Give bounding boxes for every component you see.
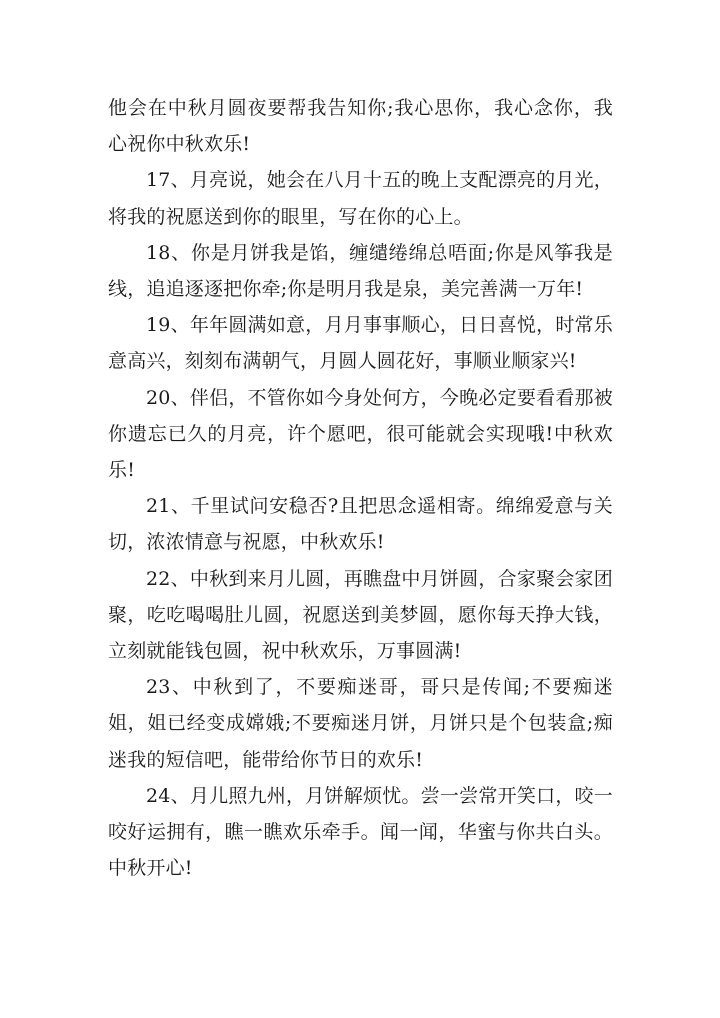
paragraph-21: 21、千里试问安稳否?且把思念遥相寄。绵绵爱意与关切，浓浓情意与祝愿，中秋欢乐! xyxy=(108,495,613,554)
paragraph-22: 22、中秋到来月儿圆，再瞧盘中月饼圆，合家聚会家团聚，吃吃喝喝肚儿圆，祝愿送到美梦圆，愿你每天挣大钱，立刻就能钱包圆，祝中秋欢乐，万事圆满! xyxy=(108,567,613,663)
paragraph-20: 20、伴侣，不管你如今身处何方，今晚必定要看看那被你遗忘已久的月亮，许个愿吧，很可能就会实现哦!中秋欢乐! xyxy=(108,386,613,482)
paragraph-continuation: 他会在中秋月圆夜要帮我告知你;我心思你，我心念你，我心祝你中秋欢乐! xyxy=(108,97,613,156)
paragraph-23: 23、中秋到了，不要痴迷哥，哥只是传闻;不要痴迷姐，姐已经变成嫦娥;不要痴迷月饼，月饼只是个包装盒;痴迷我的短信吧，能带给你节日的欢乐! xyxy=(108,676,613,771)
document-body xyxy=(108,90,613,886)
paragraph-18: 18、你是月饼我是馅，缠缱绻绵总唔面;你是风筝我是线，追追逐逐把你牵;你是明月我是泉，美完善满一万年! xyxy=(108,241,613,301)
paragraph-19: 19、年年圆满如意，月月事事顺心，日日喜悦，时常乐意高兴，刻刻布满朝气，月圆人圆花好，事顺业顺家兴! xyxy=(108,314,613,373)
paragraph-17: 17、月亮说，她会在八月十五的晚上支配漂亮的月光，将我的祝愿送到你的眼里，写在你的心上。 xyxy=(108,169,613,228)
paragraph-24: 24、月儿照九州，月饼解烦忧。尝一尝常开笑口，咬一咬好运拥有，瞧一瞧欢乐牵手。闻一闻，华蜜与你共白头。中秋开心! xyxy=(108,784,613,880)
